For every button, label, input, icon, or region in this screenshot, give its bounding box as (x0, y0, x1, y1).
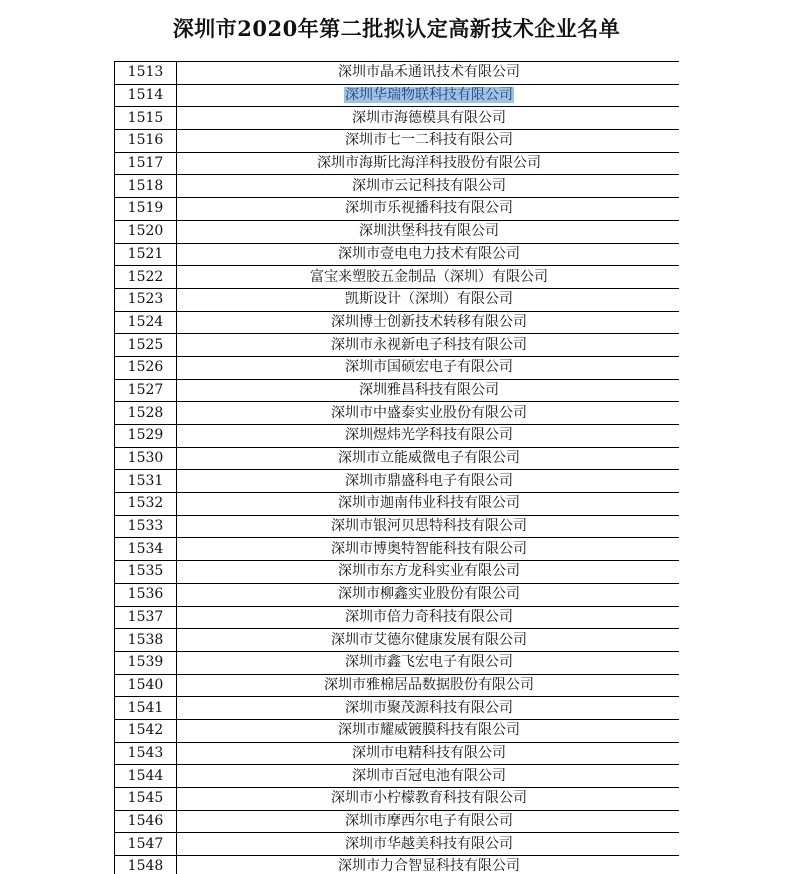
row-number: 1523 (115, 288, 177, 311)
row-number: 1534 (115, 538, 177, 561)
row-number: 1522 (115, 266, 177, 289)
company-name: 深圳市华越美科技有限公司 (177, 833, 680, 856)
company-name: 深圳市鼎盛科电子有限公司 (177, 470, 680, 493)
company-name: 深圳市银河贝思特科技有限公司 (177, 515, 680, 538)
company-name-cell (177, 84, 680, 107)
company-name: 凯斯设计（深圳）有限公司 (177, 288, 680, 311)
row-number: 1546 (115, 810, 177, 833)
row-number: 1521 (115, 243, 177, 266)
company-name: 深圳市永视新电子科技有限公司 (177, 334, 680, 357)
table-row (115, 220, 680, 243)
row-number: 1535 (115, 561, 177, 584)
table-row (115, 84, 680, 107)
table-row (115, 765, 680, 788)
table-row (115, 311, 680, 334)
row-number: 1544 (115, 765, 177, 788)
company-name: 深圳市晶禾通讯技术有限公司 (177, 62, 680, 85)
table-row (115, 674, 680, 697)
company-name: 深圳市迦南伟业科技有限公司 (177, 493, 680, 516)
row-number: 1526 (115, 356, 177, 379)
row-number: 1520 (115, 220, 177, 243)
company-name: 深圳市海斯比海洋科技股份有限公司 (177, 152, 680, 175)
table-row (115, 175, 680, 198)
row-number: 1531 (115, 470, 177, 493)
row-number: 1516 (115, 130, 177, 153)
company-name: 深圳市雅棉居品数据股份有限公司 (177, 674, 680, 697)
table-row (115, 629, 680, 652)
row-number: 1532 (115, 493, 177, 516)
row-number: 1547 (115, 833, 177, 856)
row-number: 1528 (115, 402, 177, 425)
company-name: 深圳雅昌科技有限公司 (177, 379, 680, 402)
company-name: 深圳市柳鑫实业股份有限公司 (177, 583, 680, 606)
company-name: 深圳洪堡科技有限公司 (177, 220, 680, 243)
row-number: 1542 (115, 719, 177, 742)
table-row (115, 62, 680, 85)
company-name: 深圳市倍力奇科技有限公司 (177, 606, 680, 629)
row-number: 1513 (115, 62, 177, 85)
table-row (115, 856, 680, 874)
company-name: 深圳市立能威微电子有限公司 (177, 447, 680, 470)
company-name: 深圳市海德模具有限公司 (177, 107, 680, 130)
table-row (115, 583, 680, 606)
company-name: 深圳市聚茂源科技有限公司 (177, 697, 680, 720)
table-row (115, 651, 680, 674)
company-name: 深圳市摩西尔电子有限公司 (177, 810, 680, 833)
table-row (115, 697, 680, 720)
table-row (115, 107, 680, 130)
table-row (115, 515, 680, 538)
row-number: 1533 (115, 515, 177, 538)
table-row (115, 130, 680, 153)
row-number: 1527 (115, 379, 177, 402)
company-name: 深圳市百冠电池有限公司 (177, 765, 680, 788)
row-number: 1540 (115, 674, 177, 697)
row-number: 1518 (115, 175, 177, 198)
table-row (115, 266, 680, 289)
company-name: 深圳市鑫飞宏电子有限公司 (177, 651, 680, 674)
row-number: 1538 (115, 629, 177, 652)
table-row (115, 402, 680, 425)
company-name: 深圳市中盛泰实业股份有限公司 (177, 402, 680, 425)
row-number: 1519 (115, 198, 177, 221)
company-table-container (114, 61, 679, 874)
table-row (115, 334, 680, 357)
company-name: 富宝来塑胶五金制品（深圳）有限公司 (177, 266, 680, 289)
row-number: 1543 (115, 742, 177, 765)
table-row (115, 447, 680, 470)
row-number: 1548 (115, 856, 177, 874)
row-number: 1539 (115, 651, 177, 674)
company-name: 深圳煜炜光学科技有限公司 (177, 425, 680, 448)
selected-text[interactable]: 深圳华瑞物联科技有限公司 (345, 87, 513, 104)
row-number: 1524 (115, 311, 177, 334)
row-number: 1545 (115, 788, 177, 811)
company-table (114, 61, 679, 874)
table-row (115, 356, 680, 379)
company-name: 深圳市乐视播科技有限公司 (177, 198, 680, 221)
row-number: 1517 (115, 152, 177, 175)
table-row (115, 379, 680, 402)
company-name: 深圳市东方龙科实业有限公司 (177, 561, 680, 584)
row-number: 1515 (115, 107, 177, 130)
table-row (115, 243, 680, 266)
row-number: 1530 (115, 447, 177, 470)
company-name: 深圳市国硕宏电子有限公司 (177, 356, 680, 379)
table-row (115, 833, 680, 856)
table-row (115, 538, 680, 561)
table-row (115, 788, 680, 811)
table-row (115, 719, 680, 742)
company-name: 深圳市小柠檬教育科技有限公司 (177, 788, 680, 811)
row-number: 1529 (115, 425, 177, 448)
table-row (115, 470, 680, 493)
page-title: 深圳市2020年第二批拟认定高新技术企业名单 (172, 16, 621, 41)
table-row (115, 198, 680, 221)
table-row (115, 425, 680, 448)
company-name: 深圳市力合智显科技有限公司 (177, 856, 680, 874)
table-row (115, 493, 680, 516)
row-number: 1536 (115, 583, 177, 606)
table-row (115, 742, 680, 765)
row-number: 1525 (115, 334, 177, 357)
row-number: 1514 (115, 84, 177, 107)
row-number: 1537 (115, 606, 177, 629)
company-name: 深圳市电精科技有限公司 (177, 742, 680, 765)
company-name: 深圳市博奥特智能科技有限公司 (177, 538, 680, 561)
table-row (115, 152, 680, 175)
company-name: 深圳市耀威镀膜科技有限公司 (177, 719, 680, 742)
company-name: 深圳市壹电电力技术有限公司 (177, 243, 680, 266)
table-row (115, 606, 680, 629)
table-row (115, 561, 680, 584)
table-row (115, 288, 680, 311)
company-name: 深圳市云记科技有限公司 (177, 175, 680, 198)
company-name: 深圳市艾德尔健康发展有限公司 (177, 629, 680, 652)
company-name: 深圳博士创新技术转移有限公司 (177, 311, 680, 334)
row-number: 1541 (115, 697, 177, 720)
table-body (115, 62, 680, 874)
table-row (115, 810, 680, 833)
company-name: 深圳市七一二科技有限公司 (177, 130, 680, 153)
